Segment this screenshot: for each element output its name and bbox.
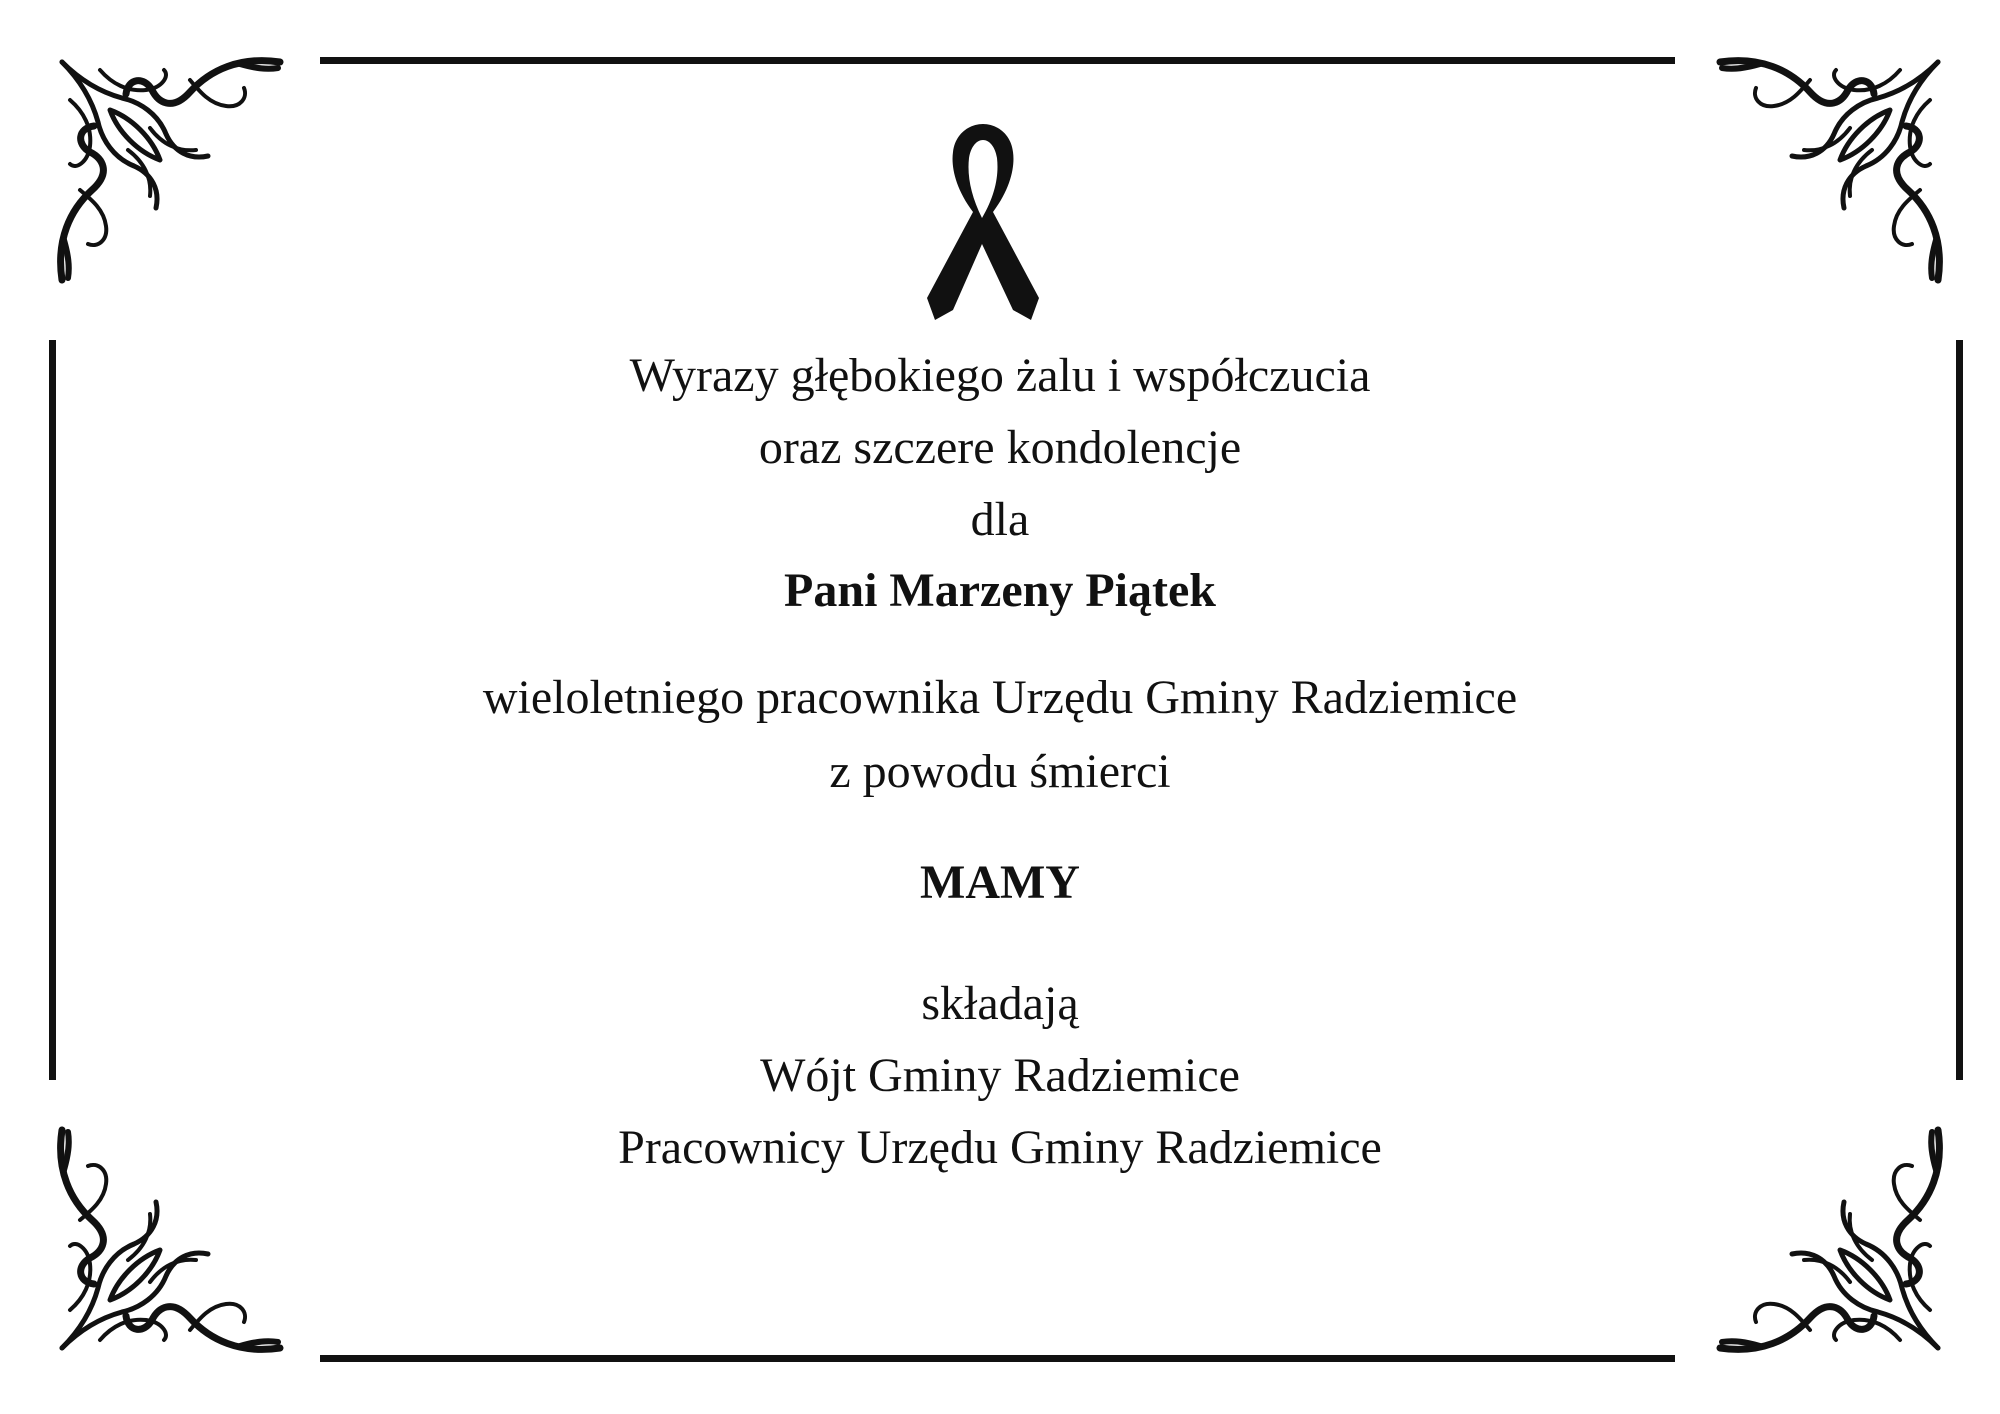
ornamental-corner-icon <box>40 40 300 300</box>
condolence-line-2: oraz szczere kondolencje <box>758 421 1242 474</box>
signer-1: Wójt Gminy Radziemice <box>760 1049 1240 1102</box>
signer-2: Pracownicy Urzędu Gminy Radziemice <box>618 1121 1382 1174</box>
condolence-line-4: wieloletniego pracownika Urzędu Gminy Radziemice <box>482 671 1518 724</box>
condolence-line-5: z powodu śmierci <box>829 745 1171 798</box>
condolence-line-1: Wyrazy głębokiego żalu i współczucia <box>629 349 1371 402</box>
mourning-ribbon-icon <box>915 120 1050 325</box>
condolence-line-3: dla <box>970 493 1030 546</box>
frame-line-bottom <box>320 1355 1675 1362</box>
deceased-name: MAMY <box>920 856 1080 909</box>
frame-line-top <box>320 57 1675 64</box>
condolence-line-6: składają <box>921 977 1079 1030</box>
ornamental-corner-icon <box>1700 40 1960 300</box>
recipient-name: Pani Marzeny Piątek <box>784 564 1216 617</box>
